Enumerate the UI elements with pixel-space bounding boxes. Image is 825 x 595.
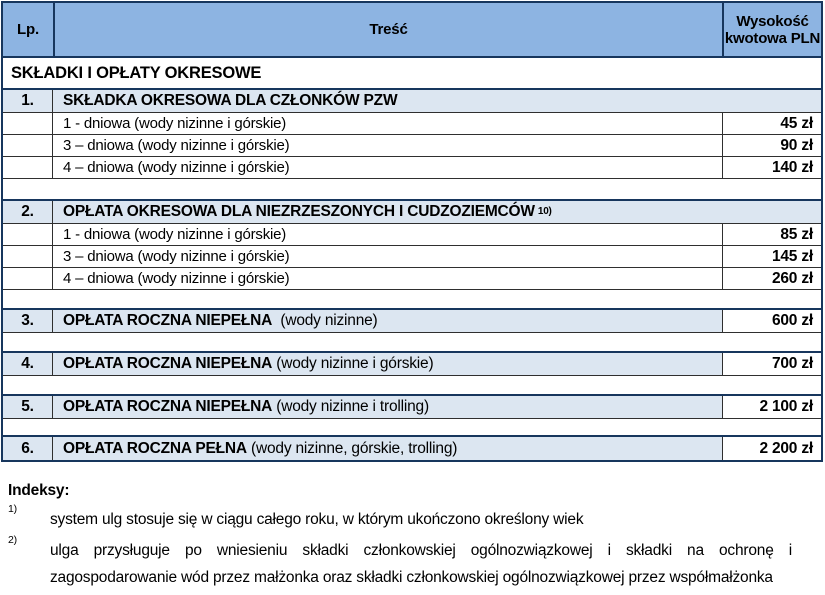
- lp-cell-empty: [3, 224, 53, 245]
- section-subtitle: (wody nizinne, górskie, trolling): [246, 439, 458, 457]
- fee-label: 3 – dniowa (wody nizinne i górskie): [63, 137, 290, 154]
- fee-amount: 85 zł: [722, 224, 821, 245]
- fee-table: [1, 1, 823, 462]
- section-title-cell: [53, 396, 722, 418]
- section-row-3: [3, 310, 821, 333]
- section-subtitle: (wody nizinne i górskie): [272, 355, 434, 372]
- footnote-text: ulga przysługuje po wniesieniu składki członkowskiej ogólnozwiązkowej i składki na ochronę i zagospodarowanie wód przez małżonka oraz składki członkowskiej ogólnozwiązkowej przez współmałżonka: [50, 542, 792, 586]
- section-number: 3.: [3, 310, 53, 332]
- fee-amount: 2 100 zł: [722, 396, 821, 418]
- table-row: [3, 268, 821, 290]
- lp-cell-empty: [3, 135, 53, 156]
- spacer-row: [3, 419, 821, 437]
- section-number: 4.: [3, 353, 53, 375]
- section-title: OPŁATA OKRESOWA DLA NIEZRZESZONYCH I CUDZOZIEMCÓW: [63, 203, 535, 220]
- spacer-row: [3, 333, 821, 353]
- section-subtitle: (wody nizinne i trolling): [272, 398, 429, 415]
- section-title: OPŁATA ROCZNA NIEPEŁNA: [63, 355, 273, 372]
- fee-amount: 140 zł: [722, 157, 821, 178]
- section-row-6: [3, 437, 821, 460]
- section-title: OPŁATA ROCZNA NIEPEŁNA: [63, 398, 273, 415]
- fee-amount: 2 200 zł: [722, 437, 821, 460]
- lp-cell-empty: [3, 113, 53, 134]
- fee-amount: 90 zł: [722, 135, 821, 156]
- table-row: [3, 113, 821, 135]
- fee-amount: 145 zł: [722, 246, 821, 267]
- table-row: [3, 157, 821, 179]
- section-title: OPŁATA ROCZNA NIEPEŁNA: [63, 312, 273, 329]
- section-title-cell: OPŁATA OKRESOWA DLA NIEZRZESZONYCH I CUDZOZIEMCÓW 10): [63, 203, 552, 220]
- lp-cell-empty: [3, 268, 53, 289]
- fee-amount: 700 zł: [722, 353, 821, 375]
- section-row-1: [3, 90, 821, 113]
- section-title-cell: [53, 90, 821, 112]
- spacer-row: [3, 179, 821, 201]
- section-number: 2.: [3, 201, 53, 223]
- footnote-marker: 2): [8, 534, 17, 546]
- section-number: 1.: [3, 90, 53, 112]
- section-title-cell: [53, 437, 722, 460]
- table-row: [3, 224, 821, 246]
- footnotes-heading: Indeksy:: [8, 482, 70, 499]
- section-subtitle: (wody nizinne): [272, 312, 378, 329]
- col-header-tresc: Treść: [53, 3, 722, 56]
- footnote-text: system ulg stosuje się w ciągu całego roku, w którym ukończono określony wiek: [50, 511, 584, 528]
- spacer-row: [3, 290, 821, 310]
- fee-label: 1 - dniowa (wody nizinne i górskie): [63, 115, 287, 132]
- footnote-1: [8, 503, 825, 533]
- lp-cell-empty: [3, 246, 53, 267]
- section-number: 6.: [3, 437, 53, 460]
- group-title: SKŁADKI I OPŁATY OKRESOWE: [11, 63, 262, 82]
- fee-amount: 260 zł: [722, 268, 821, 289]
- section-row-5: [3, 396, 821, 419]
- footnotes-section: [0, 482, 825, 591]
- group-title-row: [3, 58, 821, 90]
- section-title: SKŁADKA OKRESOWA DLA CZŁONKÓW PZW: [63, 92, 398, 109]
- table-header-row: [3, 3, 821, 58]
- section-number: 5.: [3, 396, 53, 418]
- section-title-cell: [53, 310, 722, 332]
- col-header-lp: Lp.: [17, 21, 39, 38]
- fee-amount: 45 zł: [722, 113, 821, 134]
- footnote-2: [8, 534, 825, 591]
- spacer-row: [3, 376, 821, 396]
- section-row-2: [3, 201, 821, 224]
- col-header-amount: Wysokość kwotowa PLN: [722, 3, 821, 56]
- lp-cell-empty: [3, 157, 53, 178]
- fee-label: 4 – dniowa (wody nizinne i górskie): [63, 159, 290, 176]
- fee-label: 1 - dniowa (wody nizinne i górskie): [63, 226, 287, 243]
- section-row-4: [3, 353, 821, 376]
- footnote-marker: 1): [8, 503, 17, 515]
- table-row: [3, 135, 821, 157]
- fee-amount: 600 zł: [722, 310, 821, 332]
- section-title-cell: [53, 353, 722, 375]
- section-title: OPŁATA ROCZNA PEŁNA: [63, 439, 247, 457]
- table-row: [3, 246, 821, 268]
- fee-label: 3 – dniowa (wody nizinne i górskie): [63, 248, 290, 265]
- fee-label: 4 – dniowa (wody nizinne i górskie): [63, 270, 290, 287]
